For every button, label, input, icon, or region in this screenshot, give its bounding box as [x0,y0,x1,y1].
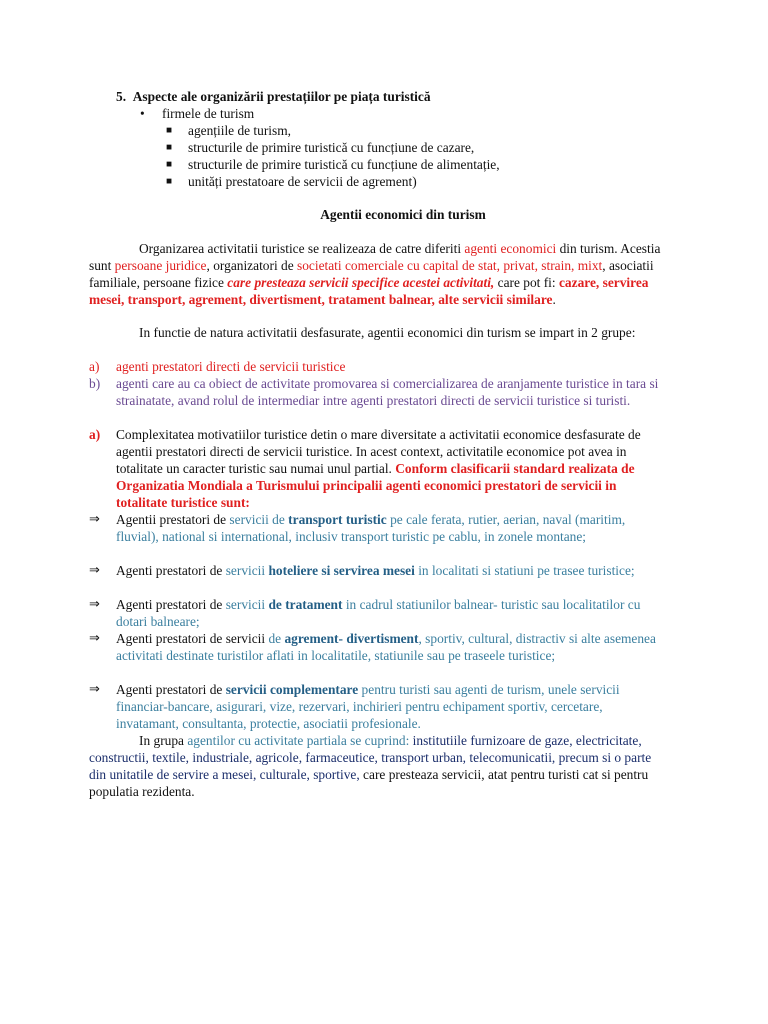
text-run: Agenti prestatori de servicii [116,631,269,646]
text-run-teal: servicii [225,563,269,578]
arrow-item [116,681,668,732]
paragraph-final [89,732,669,800]
text-run: din turism. Acestia sunt [89,241,661,273]
text-run-teal: servicii [225,597,269,612]
text-run: Agenti prestatori de [116,597,226,612]
section-heading-text: Aspecte ale organizării prestațiilor pe piața turistică [132,89,431,104]
paragraph-intro [89,240,669,308]
section-heading [116,88,431,105]
text-run-teal: pentru turisti sau agenti de turism, unele servicii financiar-bancare, asigurari, vize, rezervari, inchirieri pentru echipament sportiv, cercetare, invatamant, consultanta, protectie, asociatii profesionale. [116,682,620,731]
bullet-dot-icon: • [140,106,145,121]
list-marker: a) [89,427,101,442]
text-run: Organizarea activitatii turistice se realizeaza de catre diferiti [139,241,465,256]
arrow-item [116,562,668,579]
text-run-teal: de [268,631,285,646]
text-run-red-bold: cazare, servirea mesei, transport, agrement, divertisment, tratament balnear, alte servicii similare [89,275,649,307]
text-run-teal-bold: hoteliere si servirea mesei [268,563,415,578]
text-run: care pot fi: [494,275,559,290]
text-run: , asociatii familiale, persoane fizice [89,258,654,290]
arrow-icon: ⇒ [89,682,100,697]
arrow-item [116,630,668,664]
text-run: care presteaza servicii, atat pentru turisti cat si pentru populatia rezidenta. [89,767,649,799]
square-bullet-icon: ■ [166,159,173,170]
text-run: Agenti prestatori de [116,682,226,697]
text-run-red: agenti economici [464,241,557,256]
text-run-teal-bold: de tratament [268,597,343,612]
arrow-icon: ⇒ [89,563,100,578]
text-run-teal: agentilor cu activitate partiala se cuprind: [187,733,410,748]
square-bullet-icon: ■ [166,142,173,153]
text-run-red: societati comerciale cu capital de stat, privat, strain, mixt [297,258,603,273]
bullet-main: firmele de turism [162,106,255,121]
paragraph-groups: In functie de natura activitatii desfasurate, agentii economici din turism se impart in 2 grupe: [139,325,636,340]
text-run: Complexitatea motivatiilor turistice detin o mare diversitate a activitatii economice desfasurate de agentii prestatori directi de servicii turistice. In acest context, activitatile economice pot avea in totalitate un caracter turistic sau numai unul partial. [116,427,641,476]
text-run: In grupa [139,733,188,748]
paragraph-item-a [116,426,668,511]
list-item-b: agenti care au ca obiect de activitate promovarea si comercializarea de aranjamente turistice in tara si strainatate, avand rolul de intermediar intre agenti prestatori directi de servicii turistice si turisti. [116,376,659,408]
sub-bullet-item: structurile de primire turistică cu funcțiune de cazare, [188,140,475,155]
text-run-navy: institutiile furnizoare de gaze, electricitate, constructii, textile, industriale, agricole, farmaceutice, transport urban, telecomunicatii, precum si o parte din unitatile de servire a mesei, culturale, sportive, [89,733,652,782]
arrow-icon: ⇒ [89,597,100,612]
arrow-item [116,596,668,630]
square-bullet-icon: ■ [166,125,173,136]
text-run-teal-bold: servicii complementare [225,682,359,697]
list-marker: a) [89,359,100,374]
text-run: , organizatori de [206,258,297,273]
text-run-red-bold-italic: care presteaza servicii specifice acestei activitati, [227,275,495,290]
text-run: Agenti prestatori de [116,563,226,578]
arrow-item [116,511,668,545]
sub-bullet-item: structurile de primire turistică cu funcțiune de alimentație, [188,157,500,172]
list-marker: b) [89,376,101,391]
sub-bullet-item: agențiile de turism, [188,123,292,138]
text-run-red-bold: Conform clasificarii standard realizata de Organizatia Mondiala a Turismului principalii agenti economici prestatori de servicii in totalitate turistice sunt: [116,461,635,510]
text-run-teal: in localitati si statiuni pe trasee turistice; [414,563,635,578]
text-run-red: persoane juridice [114,258,207,273]
list-item-a: agenti prestatori directi de servicii turistice [116,359,346,374]
section-number: 5. [116,89,127,104]
text-run-teal: pe cale ferata, rutier, aerian, naval (maritim, fluvial), national si international, inclusiv transport turistic pe cablu, in zonele montane; [116,512,626,544]
arrow-icon: ⇒ [89,512,100,527]
text-run-teal: , sportiv, cultural, distractiv si alte asemenea activitati destinate turistilor aflati in localitatile, statiunile sau pe traseele turistice; [116,631,656,663]
arrow-icon: ⇒ [89,631,100,646]
text-run-teal: in cadrul statiunilor balnear- turistic sau localitatilor cu dotari balneare; [116,597,641,629]
sub-bullet-item: unități prestatoare de servicii de agrement) [188,174,417,189]
text-run-teal-bold: transport turistic [288,512,387,527]
page-title: Agentii economici din turism [320,207,486,222]
text-run: Agentii prestatori de [116,512,230,527]
text-run: . [552,292,556,307]
square-bullet-icon: ■ [166,176,173,187]
text-run-teal-bold: agrement- divertisment [284,631,419,646]
text-run-teal: servicii de [229,512,289,527]
